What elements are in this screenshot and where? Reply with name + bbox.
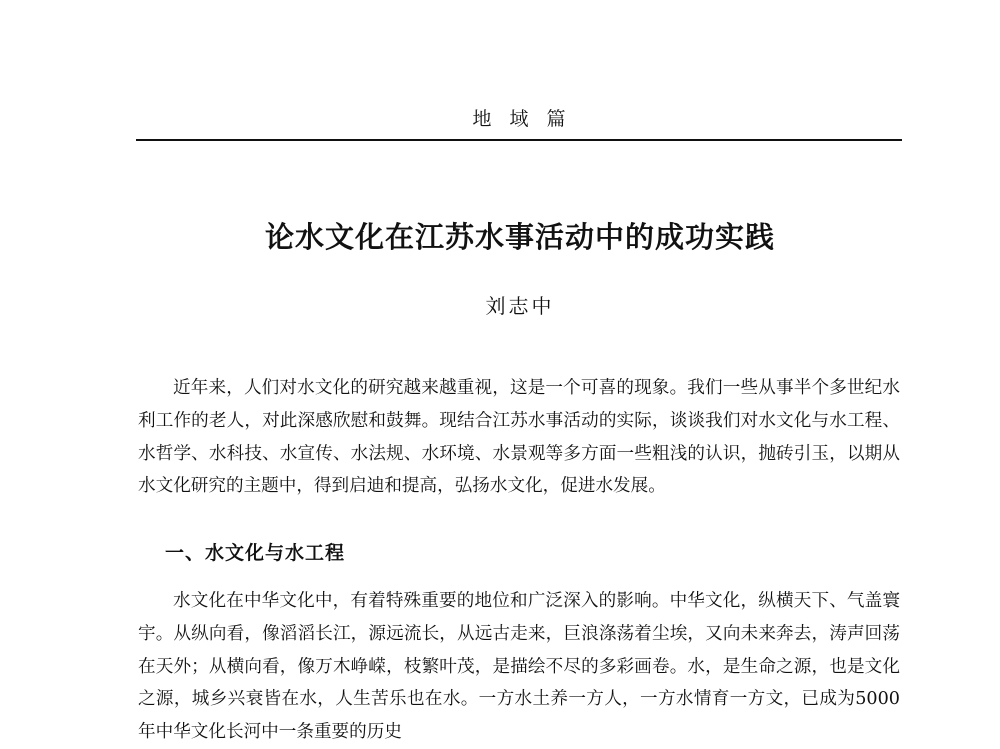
section-heading: 一、水文化与水工程 bbox=[165, 542, 346, 564]
article-title: 论水文化在江苏水事活动中的成功实践 bbox=[264, 220, 775, 254]
running-header: 地域篇 bbox=[472, 108, 584, 130]
article-author: 刘志中 bbox=[485, 294, 555, 318]
intro-paragraph: 近年来，人们对水文化的研究越来越重视，这是一个可喜的现象。我们一些从事半个多世纪水利工作的老人，对此深感欣慰和鼓舞。现结合江苏水事活动的实际，谈谈我们对水文化与水工程、水哲学、水科技、水宣传、水法规、水环境、水景观等多方面一些粗浅的认识，抛砖引玉，以期从水文化研究的主题中，得到启迪和提高，弘扬水文化，促进水发展。 bbox=[138, 378, 900, 497]
header-rule bbox=[136, 139, 902, 141]
body-paragraph: 水文化在中华文化中，有着特殊重要的地位和广泛深入的影响。中华文化，纵横天下、气盖寰宇。从纵向看，像滔滔长江，源远流长，从远古走来，巨浪涤荡着尘埃，又向未来奔去，涛声回荡在天外；从横向看，像万木峥嵘，枝繁叶茂，是描绘不尽的多彩画卷。水，是生命之源，也是文化之源，城乡兴衰皆在水，人生苦乐也在水。一方水土养一方人，一方水情育一方文，已成为5000年中华文化长河中一条重要的历史 bbox=[138, 591, 900, 743]
